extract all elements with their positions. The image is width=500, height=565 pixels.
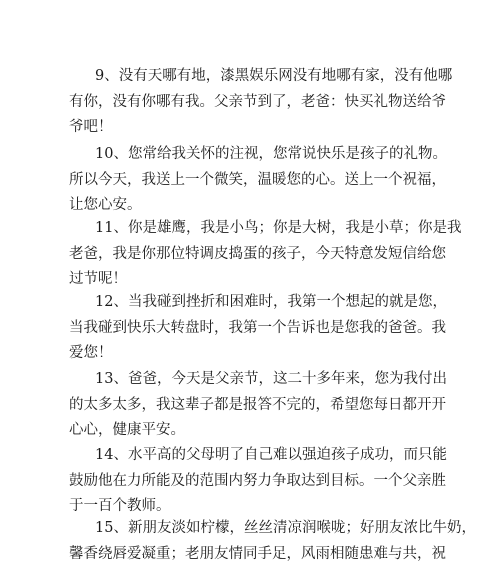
- text-line: 爷吧！: [69, 119, 113, 135]
- text-line: 12、当我碰到挫折和困难时，我第一个想起的就是您，: [95, 294, 447, 310]
- text-line: 15、新朋友淡如柠檬，丝丝清凉润喉咙；好朋友浓比牛奶，: [95, 520, 476, 536]
- paragraph-14: [69, 443, 447, 520]
- paragraph-12: [69, 290, 447, 367]
- text-line: 鼓励他在力所能及的范围内努力争取达到目标。一个父亲胜: [69, 472, 446, 489]
- text-line: 14、水平高的父母明了自己难以强迫孩子成功，而只能: [95, 447, 447, 463]
- text-line: 老爸，我是你那位特调皮捣蛋的孩子，今天特意发短信给您: [69, 245, 446, 262]
- text-line: 于一百个教师。: [69, 498, 171, 514]
- paragraph-10: [69, 142, 447, 219]
- text-line: 馨香绕唇爱凝重；老朋友情同手足，风雨相随患难与共，祝: [69, 545, 446, 562]
- text-line: 让您心安。: [69, 197, 142, 213]
- text-line: 有你，没有你哪有我。父亲节到了，老爸：快买礼物送给爷: [69, 93, 446, 110]
- text-line: 当我碰到快乐大转盘时，我第一个告诉也是您我的爸爸。我: [69, 319, 446, 336]
- text-line: 所以今天，我送上一个微笑，温暖您的心。送上一个祝福，: [69, 171, 446, 188]
- text-line: 的太多太多，我这辈子都是报答不完的，希望您每日都开开: [69, 396, 446, 413]
- text-line: 过节呢！: [69, 271, 127, 287]
- paragraph-15: [69, 516, 476, 565]
- text-line: 11、你是雄鹰，我是小鸟；你是大树，我是小草；你是我: [95, 220, 462, 236]
- paragraph-11: [69, 216, 462, 293]
- text-line: 心心，健康平安。: [69, 422, 185, 438]
- text-line: 13、爸爸，今天是父亲节，这二十多年来，您为我付出: [95, 371, 447, 387]
- text-line: 爱您！: [69, 345, 113, 361]
- paragraph-13: [69, 367, 447, 444]
- text-line: 9、没有天哪有地，漆黑娱乐网没有地哪有家，没有他哪: [95, 68, 453, 84]
- text-line: 10、您常给我关怀的注视，您常说快乐是孩子的礼物。: [95, 146, 447, 162]
- paragraph-9: [69, 64, 453, 141]
